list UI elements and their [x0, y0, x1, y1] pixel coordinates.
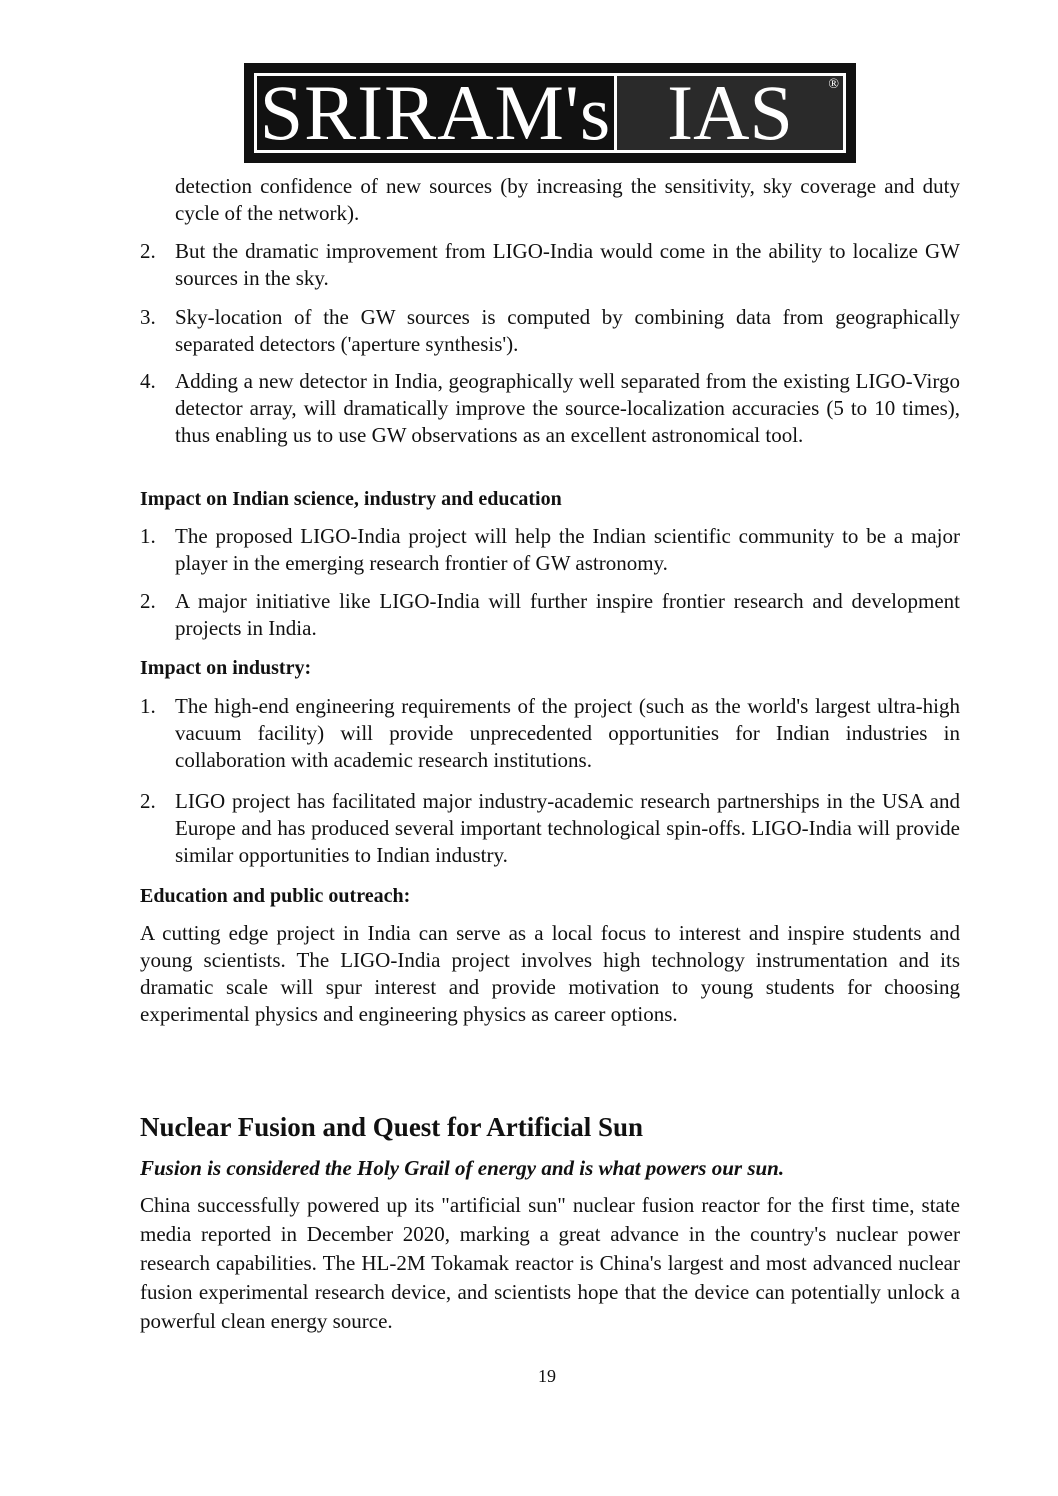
item-number: 1. — [140, 694, 156, 718]
logo-ias: IAS — [667, 69, 793, 156]
list-item — [140, 693, 960, 774]
registered-mark: ® — [828, 77, 839, 92]
list-item — [140, 238, 960, 292]
item-number: 2. — [140, 239, 156, 263]
item-number: 4. — [140, 369, 156, 393]
section-title: Nuclear Fusion and Quest for Artificial Sun — [140, 1112, 644, 1142]
item-number: 1. — [140, 524, 156, 548]
section-subtitle: Fusion is considered the Holy Grail of energy and is what powers our sun. — [140, 1156, 785, 1180]
item-text: But the dramatic improvement from LIGO-India would come in the ability to localize GW sources in the sky. — [175, 239, 960, 290]
education-paragraph: A cutting edge project in India can serve as a local focus to interest and inspire students and young scientists. The LIGO-India project involves high technology instrumentation and its dramatic scale will spur interest and provide motivation to young students for choosing experimental physics and engineering physics as career options. — [140, 921, 960, 1026]
item-text: The proposed LIGO-India project will help the Indian scientific community to be a major player in the emerging research frontier of GW astronomy. — [175, 524, 960, 575]
logo-text-sriram: SRIRAM's — [257, 76, 617, 150]
item-text: Sky-location of the GW sources is computed by combining data from geographically separated detectors ('aperture synthesis'). — [175, 305, 960, 356]
item-number: 3. — [140, 305, 156, 329]
list-item — [140, 304, 960, 358]
section-paragraph: China successfully powered up its "artificial sun" nuclear fusion reactor for the first time, state media reported in December 2020, marking a great advance in the country's nuclear power research capabilities. The HL-2M Tokamak reactor is China's largest and most advanced nuclear fusion experimental research device, and scientists hope that the device can potentially unlock a powerful clean energy source. — [140, 1193, 960, 1333]
heading-science: Impact on Indian science, industry and education — [140, 488, 562, 510]
heading-education: Education and public outreach: — [140, 885, 411, 907]
list-item — [140, 523, 960, 577]
item-text: A major initiative like LIGO-India will further inspire frontier research and development projects in India. — [175, 589, 960, 640]
item-number: 2. — [140, 589, 156, 613]
continuation-text: detection confidence of new sources (by increasing the sensitivity, sky coverage and duty cycle of the network). — [175, 174, 960, 225]
item-number: 2. — [140, 789, 156, 813]
list-item — [140, 788, 960, 869]
logo-text-ias — [617, 69, 843, 156]
sriram-ias-logo — [244, 63, 856, 163]
heading-industry: Impact on industry: — [140, 657, 312, 679]
item-text: The high-end engineering requirements of the project (such as the world's largest ultra-high vacuum facility) will provide unprecedented opportunities for Indian industries in collaboration with academic research institutions. — [175, 694, 960, 772]
list-item — [140, 368, 960, 449]
list-item — [140, 588, 960, 642]
page-number: 19 — [538, 1366, 556, 1386]
item-text: Adding a new detector in India, geographically well separated from the existing LIGO-Virgo detector array, will dramatically improve the source-localization accuracies (5 to 10 times), thus enabling us to use GW observations as an excellent astronomical tool. — [175, 369, 960, 447]
item-text: LIGO project has facilitated major industry-academic research partnerships in the USA and Europe and has produced several important technological spin-offs. LIGO-India will provide similar opportunities to Indian industry. — [175, 789, 960, 867]
